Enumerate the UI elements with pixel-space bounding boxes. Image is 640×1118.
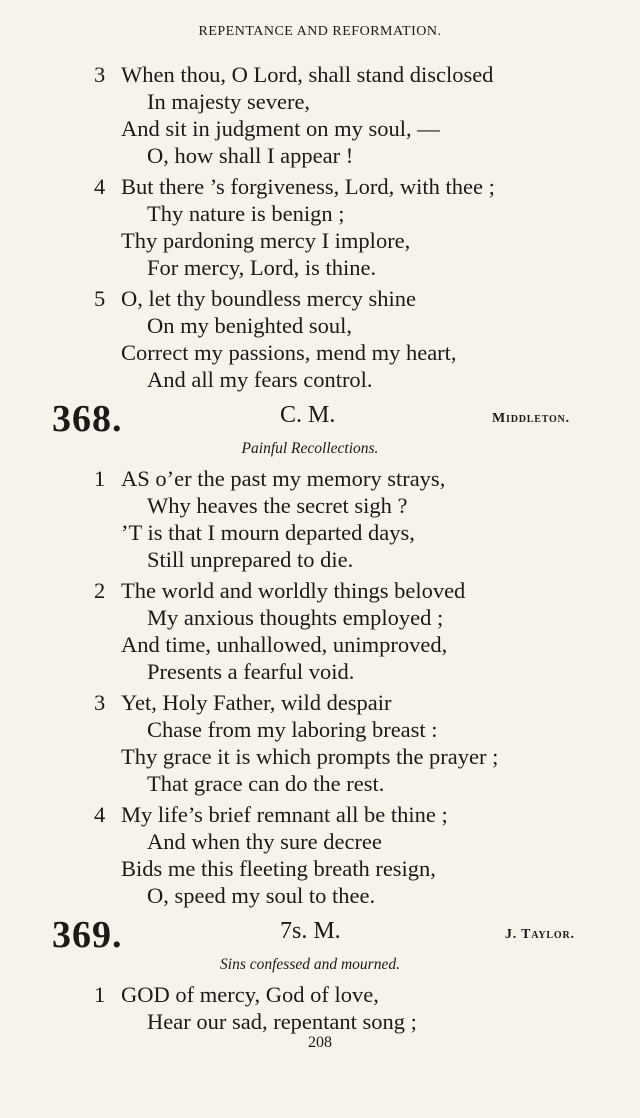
verse-line: Yet, Holy Father, wild despair [121,690,392,715]
verse-line: Why heaves the secret sigh ? [147,493,408,518]
verse-line: Thy nature is benign ; [147,201,345,226]
verse-line: Still unprepared to die. [147,547,354,572]
composer: Middleton. [492,411,570,426]
verse-line: When thou, O Lord, shall stand disclosed [121,62,494,87]
stanza-number: 4 [94,174,106,199]
verse-line: On my benighted soul, [147,313,352,338]
hymn-number: 369. [52,914,123,956]
page-number: 208 [308,1034,332,1051]
verse-line: Chase from my laboring breast : [147,717,438,742]
stanza-number: 4 [94,802,106,827]
verse-line: And time, unhallowed, unimproved, [121,632,448,657]
verse-line: O, speed my soul to thee. [147,883,376,908]
hymn-subtitle: Painful Recollections. [241,440,379,457]
stanza-number: 3 [94,690,106,715]
hymn-number: 368. [52,398,123,440]
verse-line: The world and worldly things beloved [121,578,466,603]
verse-line: ’T is that I mourn departed days, [121,520,415,545]
verse-line: GOD of mercy, God of love, [121,982,379,1007]
verse-line: Thy grace it is which prompts the prayer ; [121,744,499,769]
stanza-number: 1 [94,982,106,1007]
composer: J. Taylor. [505,927,575,942]
verse-line: Hear our sad, repentant song ; [147,1009,417,1034]
stanza-number: 2 [94,578,106,603]
verse-line: Thy pardoning mercy I implore, [121,228,411,253]
stanza-number: 3 [94,62,106,87]
verse-line: That grace can do the rest. [147,771,385,796]
verse-line: Bids me this fleeting breath resign, [121,856,436,881]
verse-line: Correct my passions, mend my heart, [121,340,457,365]
stanza-number: 1 [94,466,106,491]
running-head: REPENTANCE AND REFORMATION. [198,24,442,39]
verse-line: And all my fears control. [147,367,373,392]
hymn-subtitle: Sins confessed and mourned. [220,956,400,973]
verse-line: AS o’er the past my memory strays, [121,466,446,491]
verse-line: In majesty severe, [147,89,311,114]
verse-line: And sit in judgment on my soul, — [121,116,440,141]
verse-line: But there ’s forgiveness, Lord, with thee ; [121,174,495,199]
verse-line: O, how shall I appear ! [147,143,354,168]
meter: 7s. M. [280,918,341,944]
meter: C. M. [280,402,336,428]
stanza-number: 5 [94,286,106,311]
verse-line: My anxious thoughts employed ; [147,605,444,630]
verse-line: For mercy, Lord, is thine. [147,255,377,280]
verse-line: My life’s brief remnant all be thine ; [121,802,448,827]
verse-line: O, let thy boundless mercy shine [121,286,416,311]
verse-line: Presents a fearful void. [147,659,355,684]
verse-line: And when thy sure decree [147,829,382,854]
